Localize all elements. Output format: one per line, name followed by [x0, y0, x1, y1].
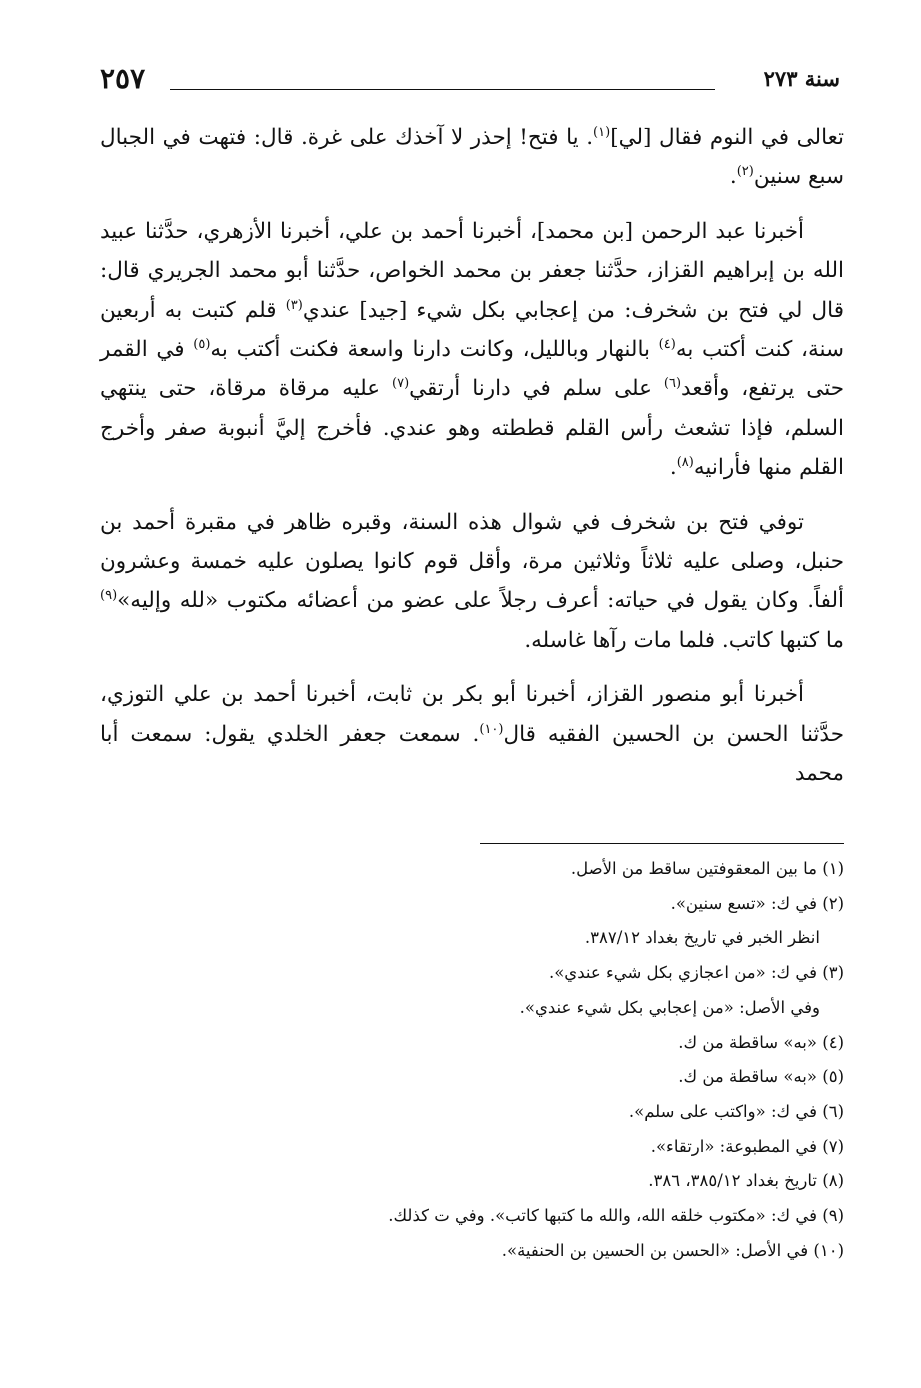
footnote-ref: (٧)	[392, 376, 410, 392]
paragraph	[100, 503, 844, 661]
footnote-ref: (١٠)	[479, 721, 504, 737]
text-segment: قلم كتبت به أربعين سنة، كنت أكتب به	[100, 297, 844, 363]
footnote: (٦) في ك: «واكتب على سلم».	[628, 1101, 844, 1121]
text-segment: . يا فتح! إحذر لا آخذك على غرة. قال: فتهت في الجبال سبع سنين	[100, 125, 844, 190]
footnote: (٥) «به» ساقطة من ك.	[678, 1067, 844, 1087]
text-segment: بالنهار وبالليل، وكانت دارنا واسعة فكنت أكتب به	[210, 337, 659, 363]
text-segment: . سمعت جعفر الخلدي يقول: سمعت أبا محمد	[100, 721, 844, 787]
text-segment: .	[729, 164, 737, 190]
footnote-ref: (٢)	[736, 164, 754, 180]
text-segment: تعالى في النوم فقال [لي]	[610, 125, 844, 150]
footnote: (٨) تاريخ بغداد ٣٨٥/١٢، ٣٨٦.	[648, 1171, 844, 1191]
header-rule	[170, 89, 715, 90]
footnote-ref: (٤)	[658, 336, 676, 352]
running-title: سنة ٢٧٣	[763, 66, 840, 91]
footnote-ref: (٩)	[100, 588, 118, 604]
paragraph	[100, 212, 844, 488]
footnote: انظر الخبر في تاريخ بغداد ٣٨٧/١٢.	[584, 928, 820, 948]
text-segment: أخبرنا أبو منصور القزاز، أخبرنا أبو بكر بن ثابت، أخبرنا أحمد بن علي التوزي، حدَّثنا الحسن بن الحسين الفقيه قال	[100, 682, 844, 747]
footnotes	[144, 852, 844, 1268]
footnote: (١٠) في الأصل: «الحسن بن الحسين بن الحنفية».	[501, 1240, 844, 1260]
footnote: وفي الأصل: «من إعجابي بكل شيء عندي».	[519, 997, 820, 1017]
footnote: (٣) في ك: «من اعجازي بكل شيء عندي».	[548, 963, 844, 983]
text-segment: توفي فتح بن شخرف في شوال هذه السنة، وقبره ظاهر في مقبرة أحمد بن حنبل، وصلى عليه ثلاثاً وثلاثين مرة، وأقل قوم كانوا يصلون عليه خمسة وعشرون ألفاً. وكان يقول في حياته: أعرف رجلاً على عضو من أعضائه مكتوب «لله وإليه»	[100, 509, 844, 614]
footnote-ref: (١)	[593, 124, 611, 140]
text-segment: ما كتبها كاتب. فلما مات رآها غاسله.	[524, 627, 844, 653]
paragraph	[100, 118, 844, 197]
footnote: (٤) «به» ساقطة من ك.	[678, 1032, 844, 1052]
footnote-ref: (٣)	[285, 297, 303, 313]
paragraph	[100, 675, 844, 793]
footnote-ref: (٥)	[193, 336, 211, 352]
text-segment: في القمر حتى يرتفع، وأقعد	[100, 337, 844, 402]
footnote-rule	[480, 843, 844, 844]
main-text	[100, 118, 844, 809]
page-header	[100, 62, 840, 102]
footnote-ref: (٨)	[676, 455, 694, 471]
text-segment: أخبرنا عبد الرحمن [بن محمد]، أخبرنا أحمد بن علي، أخبرنا الأزهري، حدَّثنا عبيد الله بن إبراهيم القزاز، حدَّثنا جعفر بن محمد الخواص، حدَّثنا أبو محمد الجريري قال: قال لي فتح بن شخرف: من إعجابي بكل شيء [جيد] عندي	[100, 218, 844, 323]
footnote: (٢) في ك: «تسع سنين».	[670, 893, 844, 913]
text-segment: على سلم في دارنا أرتقي	[409, 376, 664, 402]
footnote-ref: (٦)	[663, 376, 682, 392]
footnote: (٧) في المطبوعة: «ارتقاء».	[650, 1136, 844, 1156]
footnote: (٩) في ك: «مكتوب خلقه الله، والله ما كتبها كاتب». وفي ت كذلك.	[388, 1206, 844, 1226]
text-segment: عليه مرقاة مرقاة، حتى ينتهي السلم، فإذا تشعث رأس القلم قططته وهو عندي. فأخرج إليَّ أنبوبة صفر وأخرج القلم منها فأرانيه	[100, 376, 844, 481]
footnote: (١) ما بين المعقوفتين ساقط من الأصل.	[570, 859, 844, 878]
page-number: ٢٥٧	[100, 62, 146, 95]
text-segment: .	[669, 455, 677, 481]
